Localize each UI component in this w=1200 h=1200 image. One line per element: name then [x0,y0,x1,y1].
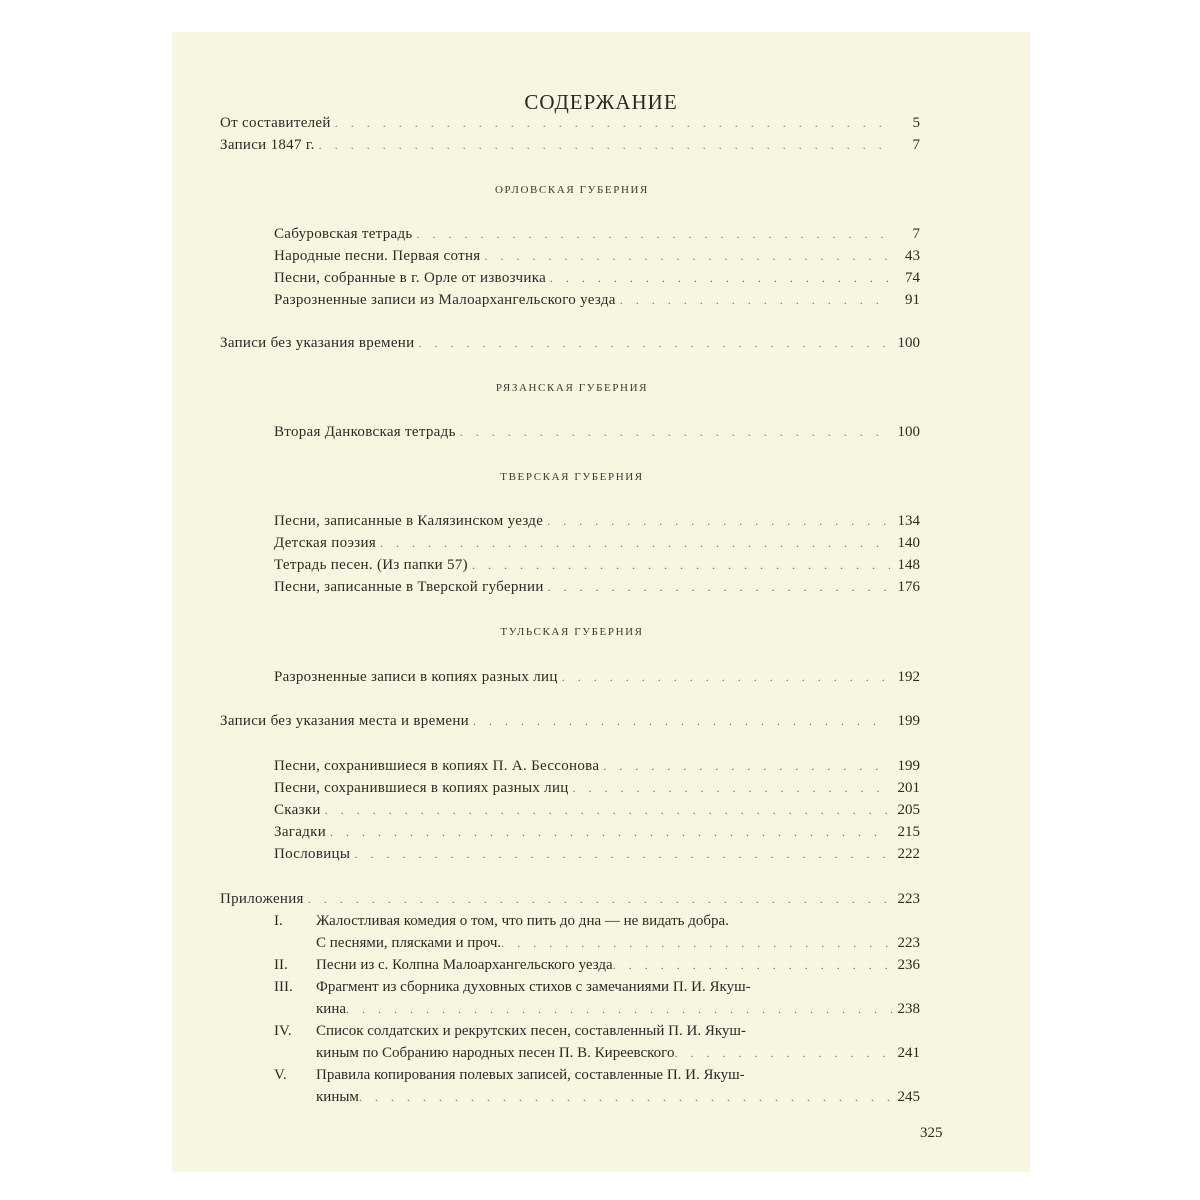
toc-entry-label: Песни, сохранившиеся в копиях разных лиц [274,780,569,796]
toc-entry-label: Разрозненные записи в копиях разных лиц [274,669,558,685]
leader-dots [550,267,890,289]
toc-entry-page: 140 [897,535,920,551]
leader-dots [417,223,890,245]
toc-entry-label: Песни, собранные в г. Орле от извозчика [274,270,547,286]
leader-dots [418,332,890,354]
appendix-continuation [316,932,920,954]
toc-entry-label: Сказки [274,802,321,818]
toc-entry [274,267,920,289]
section-heading: РЯЗАНСКАЯ ГУБЕРНИЯ [495,382,649,394]
appendix-title: Песни из с. Колпна Малоархангельского уезда [316,957,613,973]
toc-entry-page: 148 [897,557,920,573]
appendix-page: 245 [897,1089,920,1105]
leader-dots [460,421,890,443]
toc-entry-label: Тетрадь песен. (Из папки 57) [274,557,468,573]
leader-dots [548,576,890,598]
leader-dots [603,755,890,777]
section-heading: ТВЕРСКАЯ ГУБЕРНИЯ [500,471,644,483]
toc-entry-page: 134 [897,513,920,529]
toc-entry-page: 7 [912,137,920,153]
toc-entry [220,710,920,732]
appendix-entry [274,910,920,954]
leader-dots [573,777,890,799]
toc-entry [274,554,920,576]
section-heading: ТУЛЬСКАЯ ГУБЕРНИЯ [500,626,644,638]
appendix-page: 236 [897,957,920,973]
toc-entry [220,332,920,354]
appendix-number: II. [274,957,288,973]
toc-entry-label: Вторая Данковская тетрадь [274,424,456,440]
appendix-title-cont: С песнями, плясками и проч. [316,935,502,951]
toc-entry [274,799,920,821]
leader-dots [547,510,890,532]
toc-entry [274,223,920,245]
toc-entry-label: Детская поэзия [274,535,377,551]
leader-dots [620,289,890,311]
toc-entry-page: 222 [897,846,920,862]
toc-entry-page: 192 [897,669,920,685]
appendix-number: IV. [274,1023,292,1039]
toc-entry [274,245,920,267]
toc-entry-label: Записи без указания места и времени [220,713,469,729]
leader-dots [485,245,891,267]
leader-dots [472,554,890,576]
toc-entry [220,134,920,156]
toc-entry [274,532,920,554]
toc-entry-page: 176 [897,579,920,595]
toc-entry [220,112,920,134]
appendix-title-cont: киным по Собранию народных песен П. В. Киреевского [316,1045,675,1061]
leader-dots [330,821,890,843]
toc-entry [274,421,920,443]
toc-entry [274,576,920,598]
toc-entry [274,777,920,799]
appendix-title-cont: киным [316,1089,359,1105]
toc-entry [274,666,920,688]
toc-entry-label: Разрозненные записи из Малоархангельского уезда [274,292,616,308]
appendix-number: V. [274,1067,287,1083]
leader-dots [562,666,890,688]
toc-entry-page: 205 [897,802,920,818]
leader-dots [359,1086,894,1108]
leader-dots [325,799,890,821]
appendix-title: Фрагмент из сборника духовных стихов с замечаниями П. И. Якуш- [316,979,751,995]
leader-dots [319,134,890,156]
toc-entry-label: От составителей [220,115,331,131]
section-heading: ОРЛОВСКАЯ ГУБЕРНИЯ [494,184,649,196]
toc-entry [274,289,920,311]
page-number: 325 [920,1125,943,1141]
appendix-entry [274,954,920,976]
appendix-line [316,954,920,976]
appendix-continuation [316,1086,920,1108]
appendix-title: Правила копирования полевых записей, составленные П. И. Якуш- [316,1067,745,1083]
appendix-number: I. [274,913,283,929]
toc-entry-page: 215 [897,824,920,840]
toc-entry-page: 199 [897,713,920,729]
toc-entry-label: Песни, сохранившиеся в копиях П. А. Бессонова [274,758,600,774]
toc-entry-label: Загадки [274,824,327,840]
appendix-entry [274,1064,920,1108]
leader-dots [380,532,890,554]
leader-dots [613,954,894,976]
toc-entry-page: 100 [897,424,920,440]
appendix-page: 238 [897,1001,920,1017]
appendix-title: Список солдатских и рекрутских песен, составленный П. И. Якуш- [316,1023,746,1039]
appendix-title: Жалостливая комедия о том, что пить до дна — не видать добра. [316,913,729,929]
leader-dots [335,112,890,134]
toc-entry [220,888,920,910]
leader-dots [473,710,890,732]
leader-dots [354,843,890,865]
toc-entry-page: 74 [905,270,920,286]
leader-dots [501,932,893,954]
leader-dots [346,998,894,1020]
toc-entry-page: 223 [897,891,920,907]
leader-dots [308,888,890,910]
toc-entry-page: 5 [912,115,920,131]
appendix-title-cont: кина [316,1001,346,1017]
appendix-continuation [316,1042,920,1064]
toc-entry [274,843,920,865]
page-title: СОДЕРЖАНИЕ [524,90,678,114]
toc-entry-page: 91 [905,292,920,308]
toc-entry [274,755,920,777]
toc-entry-label: Приложения [220,891,304,907]
toc-entry [274,821,920,843]
toc-entry-label: Сабуровская тетрадь [274,226,413,242]
toc-entry-page: 100 [897,335,920,351]
toc-entry-label: Народные песни. Первая сотня [274,248,481,264]
toc-entry-label: Записи 1847 г. [220,137,315,153]
leader-dots [674,1042,893,1064]
toc-entry-page: 43 [905,248,920,264]
toc-entry-label: Песни, записанные в Тверской губернии [274,579,544,595]
appendix-page: 241 [897,1045,920,1061]
toc-entry-page: 199 [897,758,920,774]
appendix-number: III. [274,979,293,995]
appendix-continuation [316,998,920,1020]
toc-entry-label: Песни, записанные в Калязинском уезде [274,513,544,529]
appendix-page: 223 [897,935,920,951]
appendix-entry [274,1020,920,1064]
toc-entry-page: 201 [897,780,920,796]
book-page [172,32,1030,1172]
toc-entry [274,510,920,532]
appendix-entry [274,976,920,1020]
toc-entry-page: 7 [912,226,920,242]
toc-entry-label: Пословицы [274,846,351,862]
toc-entry-label: Записи без указания времени [220,335,415,351]
